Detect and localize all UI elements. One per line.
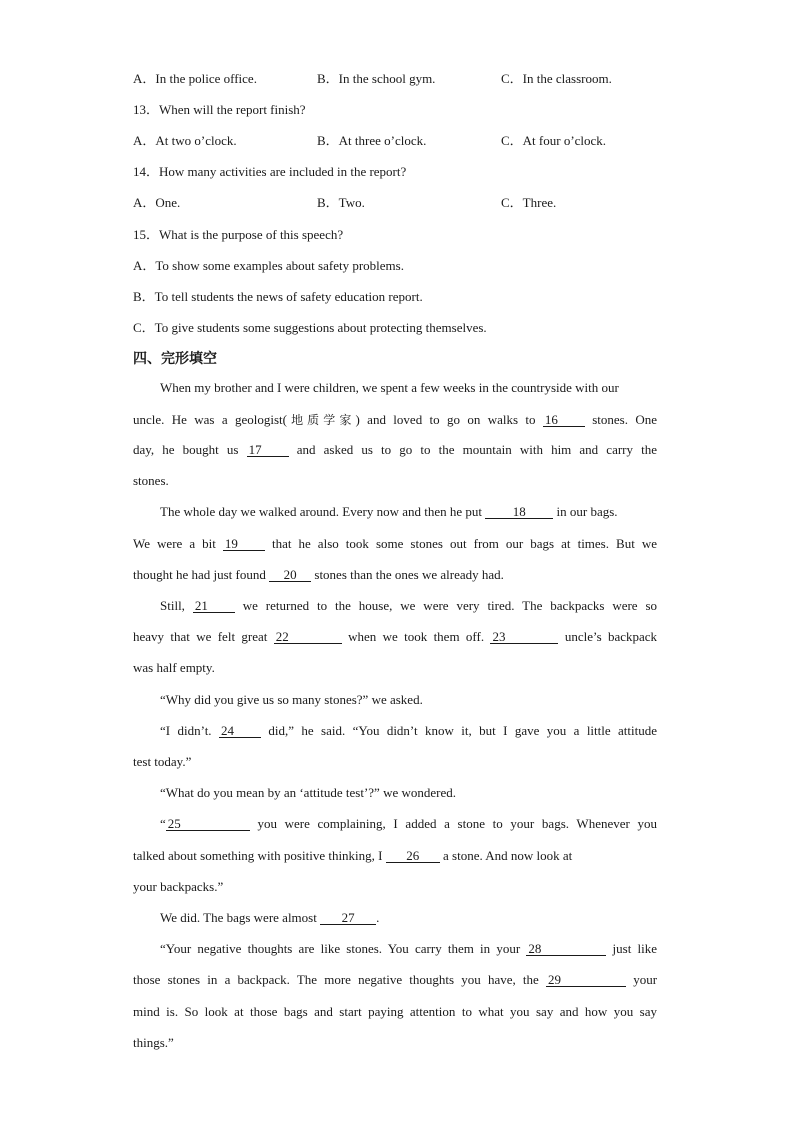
text: and asked us to go to the mountain with him and carry the — [296, 442, 658, 457]
text: was half empty. — [133, 660, 215, 675]
blank-16[interactable]: 16 — [543, 413, 585, 427]
blank-23[interactable]: 23 — [490, 630, 558, 644]
text: in our bags. — [556, 504, 618, 519]
p7-line3 — [133, 879, 657, 895]
text: uncle’s backpack — [564, 629, 658, 644]
text: heavy that we felt great — [133, 629, 268, 644]
p3-line3 — [133, 660, 657, 676]
q12-option-b: B．In the school gym. — [317, 71, 436, 86]
blank-18[interactable]: 18 — [485, 505, 553, 519]
text: stones. — [133, 473, 169, 488]
text: stones. One — [592, 412, 657, 427]
text: your backpacks.” — [133, 879, 224, 894]
q12-options — [133, 68, 673, 86]
p8-line1 — [133, 910, 684, 926]
text: test today.” — [133, 754, 192, 769]
p9-line2 — [133, 972, 657, 988]
blank-21[interactable]: 21 — [193, 599, 235, 613]
p7-line1 — [133, 816, 657, 832]
blank-27[interactable]: 27 — [320, 911, 376, 925]
blank-24[interactable]: 24 — [219, 724, 261, 738]
text: day, he bought us — [133, 442, 239, 457]
text: We were a bit — [133, 536, 216, 551]
text: stones than the ones we already had. — [314, 567, 504, 582]
q15-option-a: A．To show some examples about safety problems. — [133, 258, 404, 273]
blank-29[interactable]: 29 — [546, 973, 626, 987]
q15-option-b: B．To tell students the news of safety education report. — [133, 289, 423, 304]
text: your — [633, 972, 658, 987]
blank-19[interactable]: 19 — [223, 537, 265, 551]
text: “Your negative thoughts are like stones. You carry them in your — [160, 941, 521, 956]
text: ) and loved to go on walks to — [355, 412, 536, 427]
q13-option-a: A．At two o’clock. — [133, 133, 237, 148]
q13-option-b: B．At three o’clock. — [317, 133, 427, 148]
text: thought he had just found — [133, 567, 266, 582]
q13-stem: 13．When will the report finish? — [133, 102, 306, 117]
text: When my brother and I were children, we spent a few weeks in the countryside with our — [160, 380, 619, 395]
text: uncle. He was a geologist( — [133, 412, 287, 427]
text: talked about something with positive thinking, I — [133, 848, 383, 863]
q13-option-c: C．At four o’clock. — [501, 133, 607, 148]
text: “What do you mean by an ‘attitude test’?” we wondered. — [160, 785, 456, 800]
p9-line1 — [133, 941, 657, 957]
q12-option-a: A．In the police office. — [133, 71, 257, 86]
blank-20[interactable]: 20 — [269, 568, 311, 582]
text: a stone. And now look at — [443, 848, 573, 863]
text: that he also took some stones out from our bags at times. But we — [271, 536, 658, 551]
text: when we took them off. — [348, 629, 485, 644]
q14-option-b: B．Two. — [317, 195, 365, 210]
text: “I didn’t. — [160, 723, 212, 738]
p1-line1 — [133, 380, 684, 396]
text: Still, — [160, 598, 185, 613]
p4-line1 — [133, 692, 684, 708]
text: things.” — [133, 1035, 174, 1050]
blank-22[interactable]: 22 — [274, 630, 342, 644]
q14-options — [133, 192, 673, 210]
p9-line3 — [133, 1004, 657, 1020]
p7-line2 — [133, 848, 657, 864]
text: . — [376, 910, 380, 925]
p1-line4 — [133, 473, 657, 489]
p5-line2 — [133, 754, 657, 770]
text: “Why did you give us so many stones?” we asked. — [160, 692, 423, 707]
text: mind is. So look at those bags and start paying attention to what you say and how you say — [133, 1004, 657, 1019]
q14-option-c: C．Three. — [501, 195, 557, 210]
q12-option-c: C．In the classroom. — [501, 71, 612, 86]
blank-28[interactable]: 28 — [526, 942, 606, 956]
text: We did. The bags were almost — [160, 910, 317, 925]
q14-option-a: A．One. — [133, 195, 181, 210]
text-cn: 地质学家 — [286, 413, 356, 427]
text: did,” he said. “You didn’t know it, but I gave you a little attitude — [268, 723, 658, 738]
p2-line1 — [133, 504, 657, 520]
q14-stem: 14．How many activities are included in the report? — [133, 164, 407, 179]
p6-line1 — [133, 785, 684, 801]
text: we returned to the house, we were very tired. The backpacks were so — [242, 598, 658, 613]
p9-line4 — [133, 1035, 657, 1051]
p2-line3 — [133, 567, 657, 583]
section-title: 四、完形填空 — [133, 351, 217, 367]
q15-option-c: C．To give students some suggestions about protecting themselves. — [133, 320, 487, 335]
text: you were complaining, I added a stone to your bags. Whenever you — [257, 816, 657, 831]
p2-line2 — [133, 536, 657, 552]
text: “ — [160, 816, 166, 831]
q15-stem: 15．What is the purpose of this speech? — [133, 227, 344, 242]
p1-line3 — [133, 442, 657, 458]
text: just like — [612, 941, 658, 956]
blank-17[interactable]: 17 — [247, 443, 289, 457]
q13-options — [133, 130, 673, 148]
p3-line1 — [133, 598, 657, 614]
blank-26[interactable]: 26 — [386, 849, 440, 863]
p1-line2 — [133, 411, 657, 428]
text: The whole day we walked around. Every now and then he put — [160, 504, 483, 519]
blank-25[interactable]: 25 — [166, 817, 250, 831]
text: those stones in a backpack. The more negative thoughts you have, the — [133, 972, 539, 987]
p5-line1 — [133, 723, 657, 739]
p3-line2 — [133, 629, 657, 645]
